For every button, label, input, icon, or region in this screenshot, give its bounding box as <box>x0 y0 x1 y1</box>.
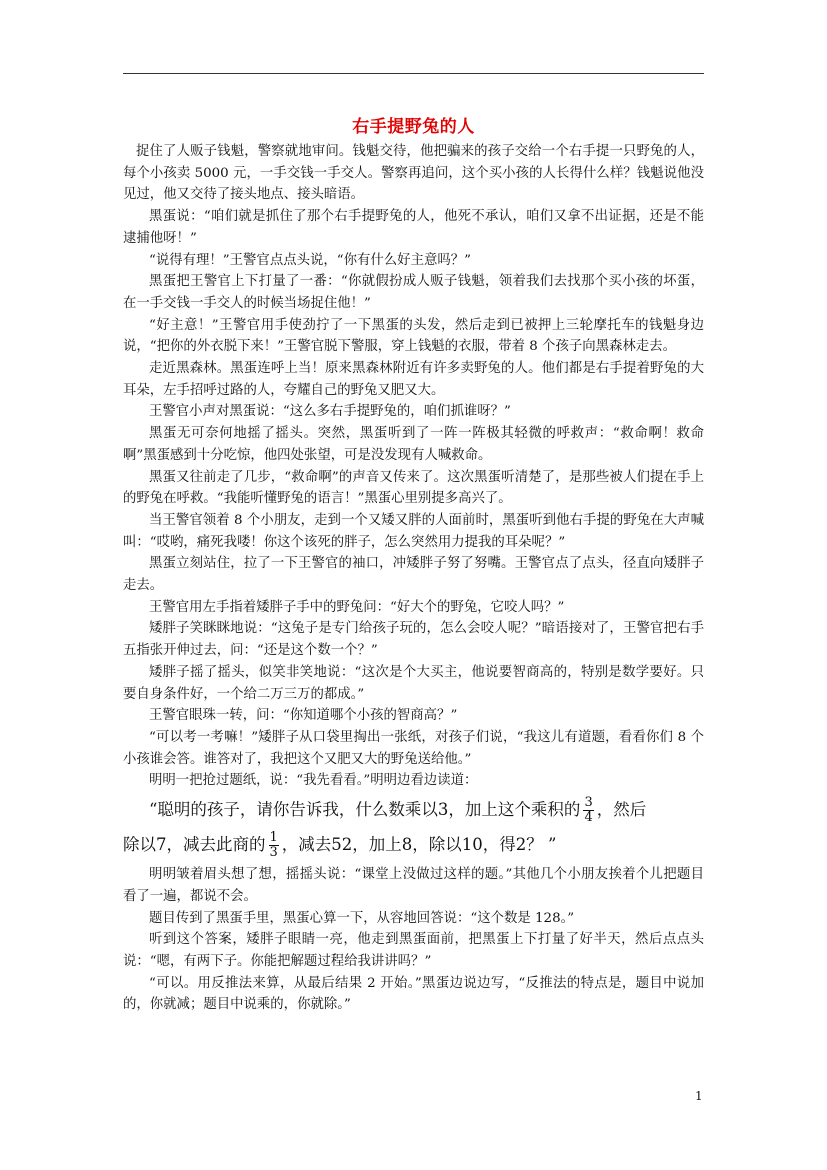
fraction-numerator: 3 <box>584 795 593 811</box>
fraction-three-quarters <box>583 796 593 825</box>
math-text: 除以7，减去此商的 <box>123 835 266 855</box>
paragraph: “说得有理！”王警官点点头说，“你有什么好主意吗？” <box>149 252 471 268</box>
paragraph: 当王警官领着 8 个小朋友，走到一个又矮又胖的人面前时，黑蛋听到他右手提的野兔在大声喊叫：“哎哟，痛死我喽！你这个该死的胖子，怎么突然用力提我的耳朵呢？” <box>123 512 704 550</box>
paragraph: “好主意！”王警官用手使劲拧了一下黑蛋的头发，然后走到已被押上三轮摩托车的钱魁身边说，“把你的外衣脱下来！”王警官脱下警服，穿上钱魁的衣服，带着 8 个孩子向黑森林走去。 <box>123 317 704 355</box>
paragraph: 走近黑森林。黑蛋连呼上当！原来黑森林附近有许多卖野兔的人。他们都是右手提着野兔的大耳朵，左手招呼过路的人，夸耀自己的野兔又肥又大。 <box>123 361 704 398</box>
paragraph: 王警官小声对黑蛋说：“这么多右手提野兔的，咱们抓谁呀？” <box>149 404 511 420</box>
page-number: 1 <box>695 1089 703 1103</box>
paragraph: 黑蛋把王警官上下打量了一番：“你就假扮成人贩子钱魁，领着我们去找那个买小孩的坏蛋，在一手交钱一手交人的时候当场捉住他！” <box>123 274 704 311</box>
fraction-denominator: 3 <box>269 845 278 861</box>
paragraph: “可以。用反推法来算，从最后结果 2 开始。”黑蛋边说边写，“反推法的特点是，题目中说加的，你就减；题目中说乘的，你就除。” <box>123 975 704 1013</box>
math-text: ，减去52，加上8，除以10，得2？ ” <box>281 835 557 855</box>
page-title: 右手提野兔的人 <box>352 117 475 137</box>
paragraph: 黑蛋无可奈何地摇了摇头。突然，黑蛋听到了一阵一阵极其轻微的呼救声：“救命啊！救命啊”黑蛋感到十分吃惊，他四处张望，可是没发现有人喊救命。 <box>123 426 704 463</box>
paragraph: 黑蛋立刻站住，拉了一下王警官的袖口，冲矮胖子努了努嘴。王警官点了点头，径直向矮胖子走去。 <box>123 556 704 594</box>
fraction-numerator: 1 <box>269 830 278 846</box>
paragraph: 黑蛋又往前走了几步，“救命啊”的声音又传来了。这次黑蛋听清楚了，是那些被人们提在手上的野兔在呼救。“我能听懂野兔的语言！”黑蛋心里别提多高兴了。 <box>123 469 704 507</box>
math-text: “聪明的孩子，请你告诉我，什么数乘以3，加上这个乘积的 <box>149 800 581 820</box>
paragraph: 明明皱着眉头想了想，摇摇头说：“课堂上没做过这样的题。”其他几个小朋友挨着个儿把题目看了一遍，都说不会。 <box>123 867 704 904</box>
math-problem <box>123 794 704 825</box>
paragraph: 题目传到了黑蛋手里，黑蛋心算一下，从容地回答说：“这个数是 128。” <box>149 910 575 926</box>
fraction-denominator: 4 <box>584 810 593 826</box>
fraction-one-third <box>269 831 279 860</box>
paragraph: 捉住了人贩子钱魁，警察就地审问。钱魁交待，他把骗来的孩子交给一个右手提一只野兔的人，每个小孩卖 5000 元，一手交钱一手交人。警察再追问，这个买小孩的人长得什么样？钱魁说他没见过，他又交待了接头地点、接头暗语。 <box>123 144 704 203</box>
paragraph: 听到这个答案，矮胖子眼睛一亮，他走到黑蛋面前，把黑蛋上下打量了好半天，然后点点头说：“嗯，有两下子。你能把解题过程给我讲讲吗？” <box>123 932 704 969</box>
paragraph: 黑蛋说：“咱们就是抓住了那个右手提野兔的人，他死不承认，咱们又拿不出证据，还是不能逮捕他呀！” <box>123 209 704 246</box>
paragraph: 矮胖子笑眯眯地说：“这兔子是专门给孩子玩的，怎么会咬人呢？”暗语接对了，王警官把右手五指张开伸过去，问：“还是这个数一个？” <box>123 621 704 659</box>
paragraph: “可以考一考嘛！”矮胖子从口袋里掏出一张纸，对孩子们说，“我这儿有道题，看看你们 8 个小孩谁会答。谁答对了，我把这个又肥又大的野兔送给他。” <box>123 729 704 767</box>
paragraph: 明明一把抢过题纸，说：“我先看看。”明明边看边读道： <box>149 773 478 789</box>
header-rule <box>123 73 704 74</box>
math-problem-continued <box>123 829 704 860</box>
paragraph: 矮胖子摇了摇头，似笑非笑地说：“这次是个大买主，他说要智商高的，特别是数学要好。只要自身条件好，一个给二万三万的都成。” <box>123 664 704 702</box>
article-body <box>123 141 704 1016</box>
paragraph: 王警官用左手指着矮胖子手中的野兔问：“好大个的野兔，它咬人吗？” <box>149 599 565 615</box>
math-text: ，然后 <box>596 800 647 820</box>
paragraph: 王警官眼珠一转，问：“你知道哪个小孩的智商高？” <box>149 708 458 724</box>
